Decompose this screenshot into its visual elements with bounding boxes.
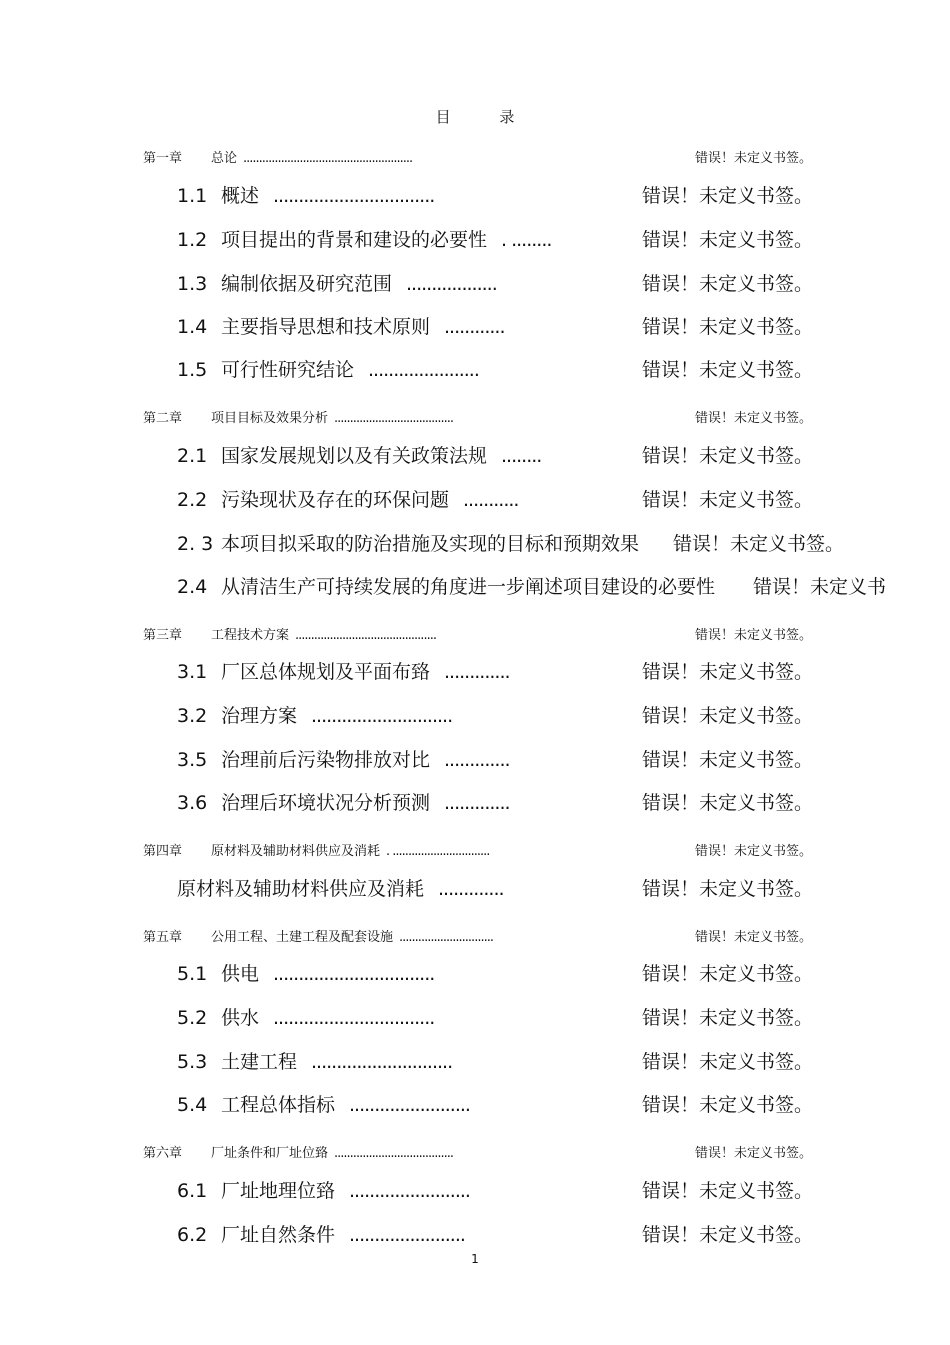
toc-page-reference-error: 错误！未定义书签。	[642, 661, 814, 683]
toc-entry-title: 厂区总体规划及平面布臵	[221, 661, 431, 683]
toc-leader-dots: ........	[501, 445, 542, 467]
toc-entry-number: 第三章	[143, 628, 183, 643]
toc-entry-number: 2.4	[177, 576, 208, 598]
toc-section-entry[interactable]	[177, 658, 814, 686]
toc-chapter-entry[interactable]	[143, 843, 813, 861]
toc-leader-dots: .......................	[349, 1224, 465, 1246]
toc-entry-number: 5.2	[177, 1007, 208, 1029]
toc-chapter-entry[interactable]	[143, 627, 813, 645]
toc-entry-title: 从清洁生产可持续发展的角度进一步阐述项目建设的必要性	[221, 576, 716, 598]
toc-section-entry[interactable]	[177, 702, 814, 730]
toc-section-entry[interactable]	[177, 746, 814, 774]
page-number: 1	[471, 1252, 479, 1266]
toc-entry-title: 公用工程、土建工程及配套设施	[211, 930, 394, 945]
toc-page-reference-error: 错误！未定义书签。	[642, 1094, 814, 1116]
toc-leader-dots: ................................	[273, 1007, 435, 1029]
toc-page-reference-error: 错误！未定义书签。	[695, 411, 813, 426]
toc-entry-title: 原材料及辅助材料供应及消耗	[177, 878, 425, 900]
toc-entry-number: 2.2	[177, 489, 208, 511]
toc-leader-dots: ......................................	[334, 1146, 454, 1161]
toc-page-reference-error: 错误！未定义书签。	[642, 705, 814, 727]
toc-page-reference-error: 错误！未定义书签。	[695, 844, 813, 859]
toc-page-reference-error: 错误！未定义书签。	[642, 359, 814, 381]
toc-leader-dots: .............................................	[295, 628, 436, 643]
toc-entry-title: 总论	[211, 151, 238, 166]
toc-chapter-entry[interactable]	[143, 929, 813, 947]
toc-leader-dots: .............	[438, 878, 504, 900]
toc-entry-title: 概述	[221, 185, 260, 207]
toc-section-entry[interactable]	[177, 1221, 814, 1249]
toc-page-reference-error: 错误！未定义书签。	[695, 628, 813, 643]
toc-section-entry[interactable]	[177, 442, 814, 470]
toc-entry-number: 3.6	[177, 792, 208, 814]
toc-page-reference-error: 错误！未定义书签。	[642, 273, 814, 295]
toc-leader-dots: . ...............................	[386, 844, 490, 859]
toc-section-entry[interactable]	[177, 789, 814, 817]
toc-leader-dots: ......................	[368, 359, 479, 381]
toc-page-reference-error: 错误！未定义书签。	[642, 445, 814, 467]
toc-entry-title: 供电	[221, 963, 260, 985]
toc-leader-dots: ......................................................	[243, 151, 413, 166]
toc-leader-dots: ........................	[349, 1094, 470, 1116]
toc-section-entry[interactable]	[177, 313, 814, 341]
toc-entry-title: 编制依据及研究范围	[221, 273, 393, 295]
toc-entry-number: 2. 3	[177, 533, 214, 555]
toc-page-reference-error: 错误！未定义书签。	[642, 316, 814, 338]
toc-leader-dots: ......................................	[334, 411, 454, 426]
toc-entry-number: 5.1	[177, 963, 208, 985]
toc-section-entry[interactable]	[177, 356, 814, 384]
toc-leader-dots: ............	[444, 316, 505, 338]
toc-entry-title: 治理前后污染物排放对比	[221, 749, 431, 771]
toc-entry-number: 1.5	[177, 359, 208, 381]
toc-entry-number: 5.3	[177, 1051, 208, 1073]
toc-entry-title: 厂址自然条件	[221, 1224, 336, 1246]
toc-leader-dots: .............	[444, 749, 510, 771]
toc-page-reference-error: 错误！未定义书签。	[642, 489, 814, 511]
toc-page-reference-error: 错误！未定义书签。	[642, 792, 814, 814]
page-title: 目 录	[435, 108, 537, 126]
toc-entry-title: 污染现状及存在的环保问题	[221, 489, 450, 511]
toc-leader-dots: ............................	[311, 1051, 453, 1073]
toc-entry-number: 第四章	[143, 844, 183, 859]
toc-leader-dots: ..................	[406, 273, 497, 295]
toc-page-reference-error: 错误！未定义书签。	[642, 229, 814, 251]
toc-entry-number: 3.2	[177, 705, 208, 727]
toc-leader-dots: ............................	[311, 705, 453, 727]
toc-page-reference-error: 错误！未定义书	[753, 576, 887, 598]
toc-entry-number: 2.1	[177, 445, 208, 467]
toc-entry-title: 厂址条件和厂址位臵	[211, 1146, 329, 1161]
toc-section-entry[interactable]	[177, 486, 814, 514]
toc-entry-number: 1.2	[177, 229, 208, 251]
toc-section-entry[interactable]	[177, 226, 814, 254]
toc-chapter-entry[interactable]	[143, 1145, 813, 1163]
toc-page-reference-error: 错误！未定义书签。	[695, 151, 813, 166]
toc-entry-title: 工程总体指标	[221, 1094, 336, 1116]
toc-entry-title: 工程技术方案	[211, 628, 290, 643]
toc-page-reference-error: 错误！未定义书签。	[642, 185, 814, 207]
toc-section-entry[interactable]	[177, 270, 814, 298]
toc-entry-title: 治理后环境状况分析预测	[221, 792, 431, 814]
toc-leader-dots: ..............................	[399, 930, 493, 945]
toc-entry-number: 第五章	[143, 930, 183, 945]
toc-page-reference-error: 错误！未定义书签。	[642, 1224, 814, 1246]
toc-leader-dots: . ........	[501, 229, 552, 251]
toc-leader-dots: .............	[444, 661, 510, 683]
toc-leader-dots: ................................	[273, 185, 435, 207]
toc-entry-title: 项目目标及效果分析	[211, 411, 329, 426]
toc-entry-number: 3.1	[177, 661, 208, 683]
toc-leader-dots: ...........	[463, 489, 519, 511]
toc-page-reference-error: 错误！未定义书签。	[695, 930, 813, 945]
toc-chapter-entry[interactable]	[143, 150, 813, 168]
toc-section-entry[interactable]	[177, 1177, 814, 1205]
toc-page-reference-error: 错误！未定义书签。	[642, 1180, 814, 1202]
toc-page-reference-error: 错误！未定义书签。	[642, 878, 814, 900]
toc-entry-number: 1.3	[177, 273, 208, 295]
toc-entry-number: 6.1	[177, 1180, 208, 1202]
toc-entry-title: 土建工程	[221, 1051, 298, 1073]
toc-entry-number: 第二章	[143, 411, 183, 426]
toc-section-entry[interactable]	[177, 182, 814, 210]
toc-chapter-entry[interactable]	[143, 410, 813, 428]
toc-entry-number: 3.5	[177, 749, 208, 771]
toc-entry-title: 主要指导思想和技术原则	[221, 316, 431, 338]
toc-leader-dots: ................................	[273, 963, 435, 985]
toc-leader-dots: ........................	[349, 1180, 470, 1202]
toc-entry-title: 供水	[221, 1007, 260, 1029]
toc-section-entry[interactable]	[177, 530, 844, 558]
toc-page-reference-error: 错误！未定义书签。	[642, 963, 814, 985]
toc-entry-number: 1.1	[177, 185, 208, 207]
toc-entry-title: 本项目拟采取的防治措施及实现的目标和预期效果	[221, 533, 640, 555]
toc-entry-title: 可行性研究结论	[221, 359, 355, 381]
toc-section-entry[interactable]	[177, 960, 814, 988]
toc-page-reference-error: 错误！未定义书签。	[642, 1007, 814, 1029]
toc-entry-number: 第六章	[143, 1146, 183, 1161]
toc-entry-number: 5.4	[177, 1094, 208, 1116]
toc-entry-title: 项目提出的背景和建设的必要性	[221, 229, 488, 251]
toc-page-reference-error: 错误！未定义书签。	[642, 1051, 814, 1073]
toc-section-entry[interactable]	[177, 1004, 814, 1032]
toc-page-reference-error: 错误！未定义书签。	[673, 533, 845, 555]
toc-entry-number: 第一章	[143, 151, 183, 166]
toc-page-reference-error: 错误！未定义书签。	[695, 1146, 813, 1161]
toc-entry-number: 1.4	[177, 316, 208, 338]
toc-section-entry[interactable]	[177, 875, 814, 903]
toc-entry-title: 厂址地理位臵	[221, 1180, 336, 1202]
toc-section-entry[interactable]	[177, 1048, 814, 1076]
toc-section-entry[interactable]	[177, 573, 886, 601]
toc-page-reference-error: 错误！未定义书签。	[642, 749, 814, 771]
toc-entry-number: 6.2	[177, 1224, 208, 1246]
toc-entry-title: 原材料及辅助材料供应及消耗	[211, 844, 381, 859]
toc-entry-title: 治理方案	[221, 705, 298, 727]
toc-leader-dots: .............	[444, 792, 510, 814]
toc-entry-title: 国家发展规划以及有关政策法规	[221, 445, 488, 467]
toc-section-entry[interactable]	[177, 1091, 814, 1119]
